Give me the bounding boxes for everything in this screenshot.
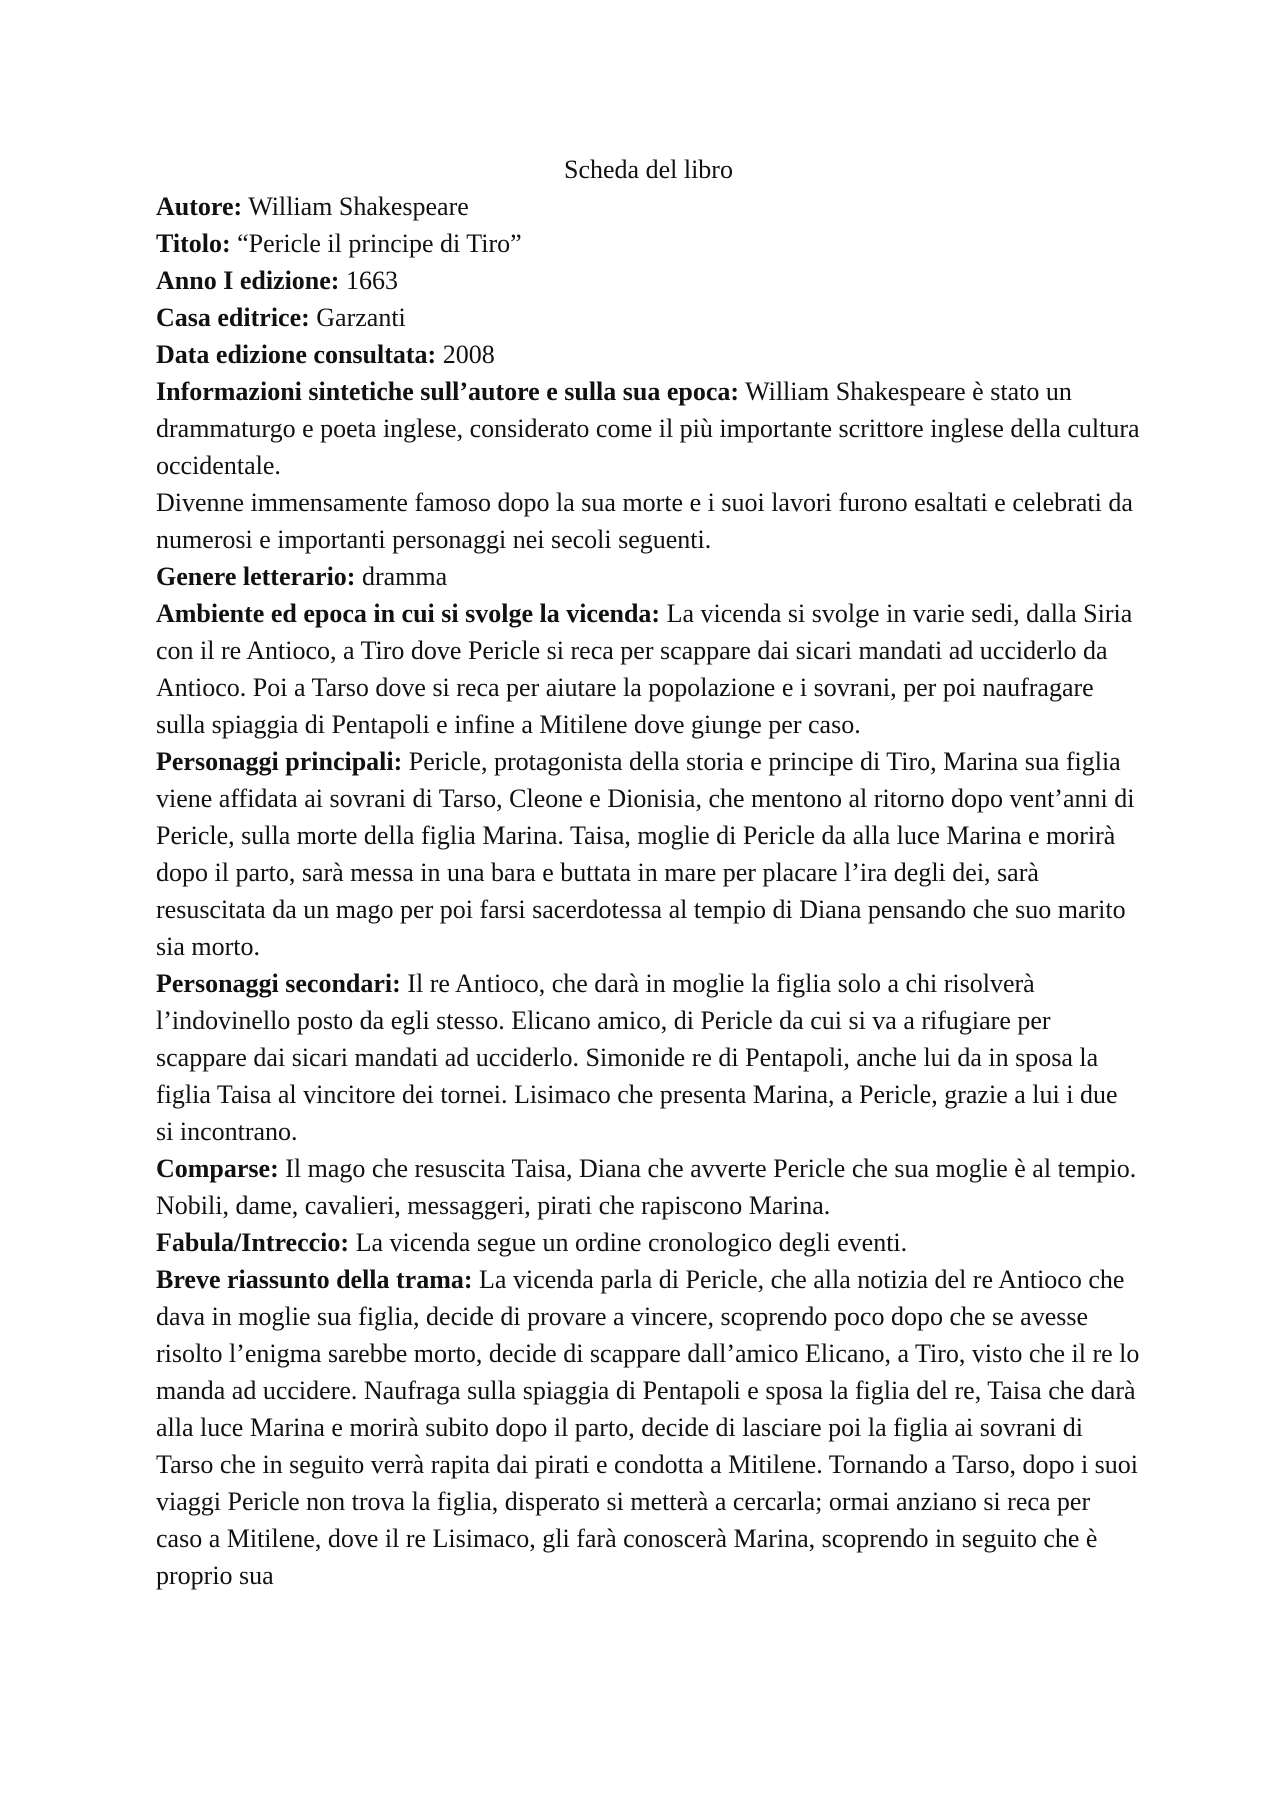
field-label: Fabula/Intreccio: bbox=[156, 1228, 350, 1257]
field-value: William Shakespeare bbox=[242, 192, 469, 221]
field-label: Ambiente ed epoca in cui si svolge la vicenda: bbox=[156, 599, 661, 628]
field-riassunto-trama bbox=[156, 1261, 1141, 1594]
field-personaggi-principali bbox=[156, 743, 1141, 965]
field-value: “Pericle il principe di Tiro” bbox=[230, 229, 522, 258]
field-anno-edizione bbox=[156, 262, 1141, 299]
field-comparse bbox=[156, 1150, 1141, 1224]
field-personaggi-secondari bbox=[156, 965, 1141, 1150]
field-label: Comparse: bbox=[156, 1154, 279, 1183]
field-fabula-intreccio bbox=[156, 1224, 1141, 1261]
field-label: Breve riassunto della trama: bbox=[156, 1265, 473, 1294]
field-label: Anno I edizione: bbox=[156, 266, 340, 295]
field-value: Pericle, protagonista della storia e principe di Tiro, Marina sua figlia viene affidata ai sovrani di Tarso, Cleone e Dionisia, che mentono al ritorno dopo vent’anni di Pericle, sulla morte della figlia Marina. Taisa, moglie di Pericle da alla luce Marina e morirà dopo il parto, sarà messa in una bara e buttata in mare per placare l’ira degli dei, sarà resuscitata da un mago per poi farsi sacerdotessa al tempio di Diana pensando che suo marito sia morto. bbox=[156, 747, 1135, 961]
field-label: Personaggi principali: bbox=[156, 747, 403, 776]
field-value: La vicenda segue un ordine cronologico degli eventi. bbox=[349, 1228, 908, 1257]
field-informazioni-autore bbox=[156, 373, 1141, 484]
field-ambiente bbox=[156, 595, 1141, 743]
field-label: Informazioni sintetiche sull’autore e sulla sua epoca: bbox=[156, 377, 740, 406]
field-label: Titolo: bbox=[156, 229, 231, 258]
field-value: Garzanti bbox=[309, 303, 406, 332]
document-title: Scheda del libro bbox=[564, 155, 733, 184]
field-label: Genere letterario: bbox=[156, 562, 356, 591]
field-data-edizione bbox=[156, 336, 1141, 373]
field-value: 1663 bbox=[339, 266, 398, 295]
field-value: dramma bbox=[355, 562, 448, 591]
field-label: Autore: bbox=[156, 192, 243, 221]
field-value: Il mago che resuscita Taisa, Diana che avverte Pericle che sua moglie è al tempio. Nobili, dame, cavalieri, messaggeri, pirati che rapiscono Marina. bbox=[156, 1154, 1137, 1220]
field-casa-editrice bbox=[156, 299, 1141, 336]
field-value: Divenne immensamente famoso dopo la sua morte e i suoi lavori furono esaltati e celebrati da numerosi e importanti personaggi nei secoli seguenti. bbox=[156, 488, 1133, 554]
field-value: William Shakespeare è stato un drammaturgo e poeta inglese, considerato come il più importante scrittore inglese della cultura occidentale. bbox=[156, 377, 1140, 480]
field-value: La vicenda si svolge in varie sedi, dalla Siria con il re Antioco, a Tiro dove Pericle si reca per scappare dai sicari mandati ad ucciderlo da Antioco. Poi a Tarso dove si reca per aiutare la popolazione e i sovrani, per poi naufragare sulla spiaggia di Pentapoli e infine a Mitilene dove giunge per caso. bbox=[156, 599, 1133, 739]
field-label: Personaggi secondari: bbox=[156, 969, 401, 998]
field-value: La vicenda parla di Pericle, che alla notizia del re Antioco che dava in moglie sua figlia, decide di provare a vincere, scoprendo poco dopo che se avesse risolto l’enigma sarebbe morto, decide di scappare dall’amico Elicano, a Tiro, visto che il re lo manda ad uccidere. Naufraga sulla spiaggia di Pentapoli e sposa la figlia del re, Taisa che darà alla luce Marina e morirà subito dopo il parto, decide di lasciare poi la figlia ai sovrani di Tarso che in seguito verrà rapita dai pirati e condotta a Mitilene. Tornando a Tarso, dopo i suoi viaggi Pericle non trova la figlia, disperato si metterà a cercarla; ormai anziano si reca per caso a Mitilene, dove il re Lisimaco, gli farà conoscerà Marina, scoprendo in seguito che è proprio sua bbox=[156, 1265, 1140, 1590]
document-body bbox=[156, 151, 1141, 1594]
field-label: Casa editrice: bbox=[156, 303, 310, 332]
field-label: Data edizione consultata: bbox=[156, 340, 437, 369]
field-value: Il re Antioco, che darà in moglie la figlia solo a chi risolverà l’indovinello posto da egli stesso. Elicano amico, di Pericle da cui si va a rifugiare per scappare dai sicari mandati ad ucciderlo. Simonide re di Pentapoli, anche lui da in sposa la figlia Taisa al vincitore dei tornei. Lisimaco che presenta Marina, a Pericle, grazie a lui i due si incontrano. bbox=[156, 969, 1118, 1146]
field-titolo bbox=[156, 225, 1141, 262]
field-autore bbox=[156, 188, 1141, 225]
field-informazioni-continued bbox=[156, 484, 1141, 558]
field-genere bbox=[156, 558, 1141, 595]
field-value: 2008 bbox=[436, 340, 495, 369]
